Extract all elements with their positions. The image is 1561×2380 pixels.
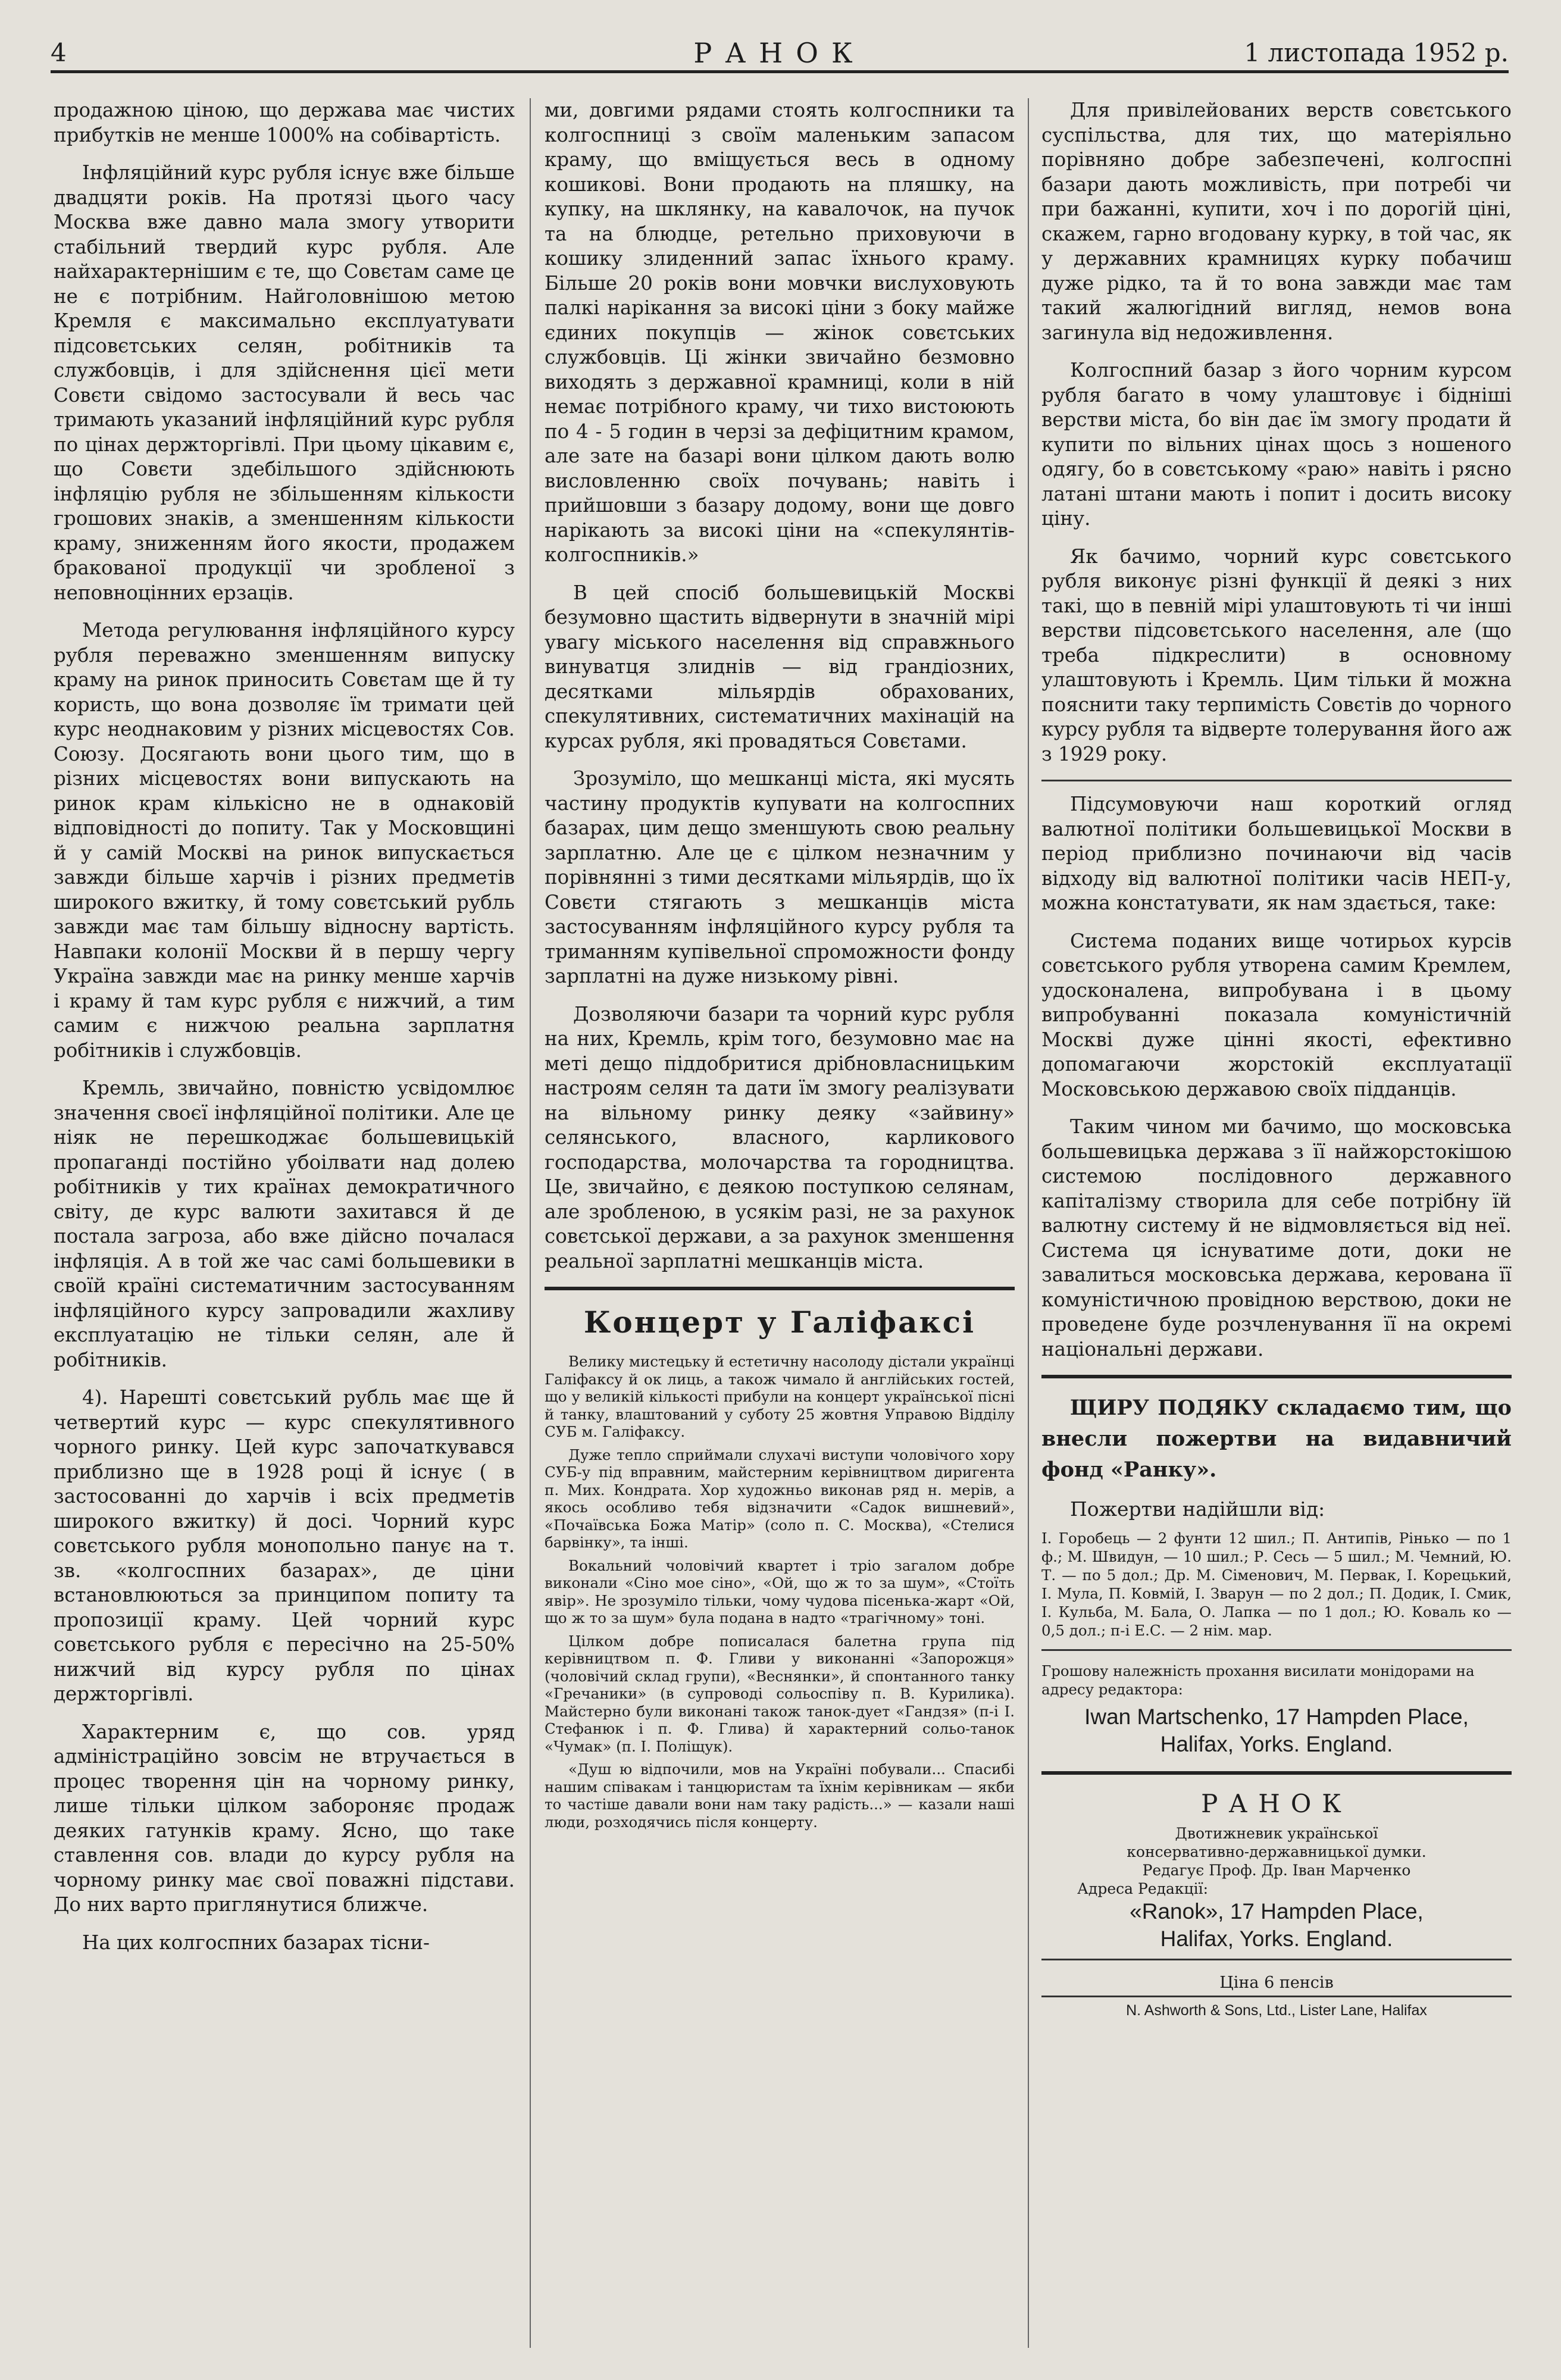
price: Ціна 6 пенсів (1219, 1974, 1334, 1992)
article-paragraph: Характерним є, що сов. уряд адміністраційно зовсім не втручається в процес творення цін на чорному ринку, лише тільки цілком забороняє продаж деяких гатунків краму. Ясно, що таке ставлення сов. влади до курсу рубля на чорному ринку має свої поважні підстави. До них варто приглянутися ближче. (54, 1720, 515, 1916)
article-paragraph: Зрозуміло, що мешканці міста, які мусять частину продуктів купувати на колгоспних базарах, цим дещо зменшують свою реальну зарплатню. Але це є цілком незначним у порівнянні з тими десятками мільярдів, що їх Совєти стягають з мешканців міста застосуванням інфляційного курсу рубля та триманням купівельної спроможности фонду зарплатні на дуже низькому рівні. (545, 767, 1015, 987)
article-paragraph: продажною ціною, що держава має чистих прибутків не менше 1000% на собівартість. (54, 99, 515, 146)
donor-list: І. Горобець — 2 фунти 12 шил.; П. Антипів, Рінько — по 1 ф.; М. Швидун, — 10 шил.; Р. Сесь — 5 шил.; М. Чемний, Ю. Т. — по 5 дол.; Др. М. Сіменович, М. Первак, І. Корецький, І. Мула, П. Ковмій, І. Зварун — по 2 дол.; П. Додик, І. Смик, І. Кульба, М. Бала, О. Лапка — по 1 дол.; Ю. Коваль ко — 0,5 дол.; п-і Е.С. — 2 нім. мар. (1041, 1530, 1512, 1639)
article-paragraph: Дозволяючи базари та чорний курс рубля на них, Кремль, крім того, безумовно має на меті дещо піддобритися дрібновласницьким настроям селян та дати їм змогу реалізувати на вільному ринку деяку «зайвину» селянського, власного, карликового господарства, молочарства та городництва. Це, звичайно, є деякою поступкою селянам, але зробленою, в усякім разі, не за рахунок совєтської держави, а за рахунок зменшення реальної зарплатні мешканців міста. (545, 1002, 1015, 1272)
editorial-address-line: Halifax, Yorks. England. (1160, 1926, 1393, 1951)
section-rule (1041, 1649, 1512, 1651)
section-rule (1041, 1375, 1512, 1378)
article-paragraph: Для привілейованих верств совєтського суспільства, для тих, що матеріяльно порівняно добре забезпечені, колгоспні базари дають можливість, при потребі чи при бажанні, купити, хоч і по дорогій ціні, скажем, гарно вгодовану курку, в той час, як у державних крамницях курку побачиш дуже рідко, та й то вона завжди має там такий жалюгідний вигляд, немов вона загинула від недоживлення. (1041, 99, 1512, 344)
article-paragraph: В цей спосіб большевицькій Москві безумовно щастить відвернути в значній мірі увагу міського населення від справжнього винуватця злиднів — від грандіозних, десятками мільярдів обрахованих, спекулятивних, систематичних махінацій на курсах рубля, які провадяться Совєтами. (545, 581, 1015, 752)
column-1 (54, 98, 515, 2348)
thanks-heading: ЩИРУ ПОДЯКУ складаємо тим, що внесли пожертви на видавничий фонд «Ранку». (1041, 1396, 1512, 1482)
section-rule (545, 1287, 1015, 1290)
column-2 (545, 98, 1015, 2348)
column-3 (1041, 98, 1512, 2348)
imprint-line: Адреса Редакції: (1077, 1880, 1209, 1897)
article-paragraph: Інфляційний курс рубля існує вже більше двадцяти років. На протязі цього часу Москва вже давно мала змогу утворити стабільний твердий курс рубля. Але найхарактернішим є те, що Совєтам саме це не є потрібним. Найголовнішою метою Кремля є максимально експлуатувати підсовєтських селян, робітників та службовців, і для здійснення цієї мети Совєти свідомо застосували й весь час тримають указаний інфляційний курс рубля по цінах держторгівлі. При цьому цікавим є, що Совєти здебільшого здійснюють інфляцію рубля не збільшенням кількости грошових знаків, а зменшенням кількости краму, зниженням його якости, продажем бракованої продукції чи зробленої з неповноцінних ерзаців. (54, 161, 515, 604)
donations-label: Пожертви надійшли від: (1070, 1497, 1325, 1521)
section-rule (1041, 1771, 1512, 1775)
summary-paragraph: Таким чином ми бачимо, що московська большевицька держава з її найжорстокішою системою послідовного державного капіталізму створила для себе потрібну їй валютну систему й не відмовляється від неї. Система ця існуватиме доти, доки не завалиться московська держава, керована її комуністичною провідною верствою, доки не проведене буде розчленування її на окремі національні держави. (1041, 1115, 1512, 1361)
article-paragraph: Кремль, звичайно, повністю усвідомлює значення своєї інфляційної політики. Але це ніяк не перешкоджає большевицькій пропаганді постійно убоілвати над долею робітників у тих країнах демократичного світу, де курс валюти захитався й де постала загроза, або вже дійсно почалася інфляція. А в той же час самі большевики в своїй країні систематичним застосуванням інфляційного курсу запровадили жахливу експлуатацію не тільки селян, але й робітників. (54, 1077, 515, 1371)
section-rule (1041, 780, 1512, 781)
concert-paragraph: Велику мистецьку й естетичну насолоду дістали українці Галіфаксу й ок лиць, а також чимало й англійських гостей, що у великій кількості прибули на концерт української пісні й танку, влаштований у суботу 25 жовтня Управою Відділу СУБ м. Галіфаксу. (545, 1353, 1015, 1440)
article-paragraph: На цих колгоспних базарах тісни- (82, 1931, 430, 1954)
section-rule (1041, 1996, 1512, 1997)
section-rule (1041, 1959, 1512, 1960)
concert-paragraph: Вокальний чоловічий квартет і тріо загалом добре виконали «Сіно мое сіно», «Ой, що ж то за шум», «Стоїть явір». Не зрозуміло тільки, чому чудова пісенька-жарт «Ой, що ж то за шум» була подана в надто «трагічному» тоні. (545, 1556, 1015, 1627)
imprint-line: Двотижневик української (1175, 1825, 1378, 1842)
editor-address-line: Iwan Martschenko, 17 Hampden Place, (1084, 1705, 1469, 1729)
column-divider (1028, 98, 1029, 2348)
concert-article (545, 1353, 1015, 1831)
issue-date: 1 листопада 1952 р. (1244, 38, 1509, 67)
summary-paragraph: Система поданих вище чотирьох курсів совєтського рубля утворена самим Кремлем, удосконалена, випробувана і в цьому випробуванні показала комуністичній Москві дуже цінні якості, ефективно допомагаючи жорстокій експлуатації Московською державою своїх підданців. (1041, 929, 1512, 1100)
article-paragraph: 4). Нарешті совєтський рубль має ще й четвертий курс — курс спекулятивного чорного ринку. Цей курс започаткувався приблизно ще в 1928 році й існує ( в застосованні до харчів і всіх предметів широкого вжитку) й досі. Чорний курс совєтського рубля монопольно панує на т. зв. «колгоспних базарах», де ціни встановлюються за принципом попиту та пропозиції краму. Цей чорний курс совєтського рубля є пересічно на 25-50% нижчий від курсу рубля по цінах держторгівлі. (54, 1386, 515, 1705)
article-paragraph: ми, довгими рядами стоять колгоспники та колгоспниці з своїм маленьким запасом краму, що вміщується весь в одному кошикові. Вони продають на пляшку, на купку, на шклянку, на кавалочок, на пучок та на блюдце, ретельно приховуючи в кошику злиденний запас їхнього краму. Більше 20 років вони мовчки вислуховують палкі нарікання за високі ціни з боку майже єдиних покупців — жінок совєтських службовців. Ці жінки звичайно безмовно виходять з державної крамниці, коли в ній немає потрібного краму, чи тихо вистоюють по 4 - 5 годин в черзі за дефіцитним крамом, але зате на базарі вони цілком дають волю висловленню своїх почувань; навіть і прийшовши з базару додому, вони ще довго нарікають за високі ціни на «спекулянтів-колгоспників.» (545, 99, 1015, 566)
summary-paragraph: Підсумовуючи наш короткий огляд валютної політики большевицької Москви в період приблизно починаючи від часів відходу від валютної політики часів НЕП-у, можна констатувати, як нам здається, таке: (1041, 793, 1512, 914)
editorial-address-line: «Ranok», 17 Hampden Place, (1130, 1899, 1424, 1924)
article-paragraph: Колгоспний базар з його чорним курсом рубля багато в чому улаштовує і біднішi верстви міста, бо він дає їм змогу продати й купити по вільних цінах щось з ношеного одягу, бо в совєтському «раю» навіть і рясно латані штани мають і попит і досить високу ціну. (1041, 359, 1512, 530)
concert-paragraph: Дуже тепло сприймали слухачі виступи чоловічого хору СУБ-у під вправним, майстерним керівництвом диригента п. Мих. Кондрата. Хор художньо виконав ряд н. мерів, а якось особливо тебя відзначити «Садок вишневий», «Почаївська Божа Матір» (соло п. С. Москва), «Стелися барвінку», та інші. (545, 1446, 1015, 1551)
newspaper-title: РАНОК (693, 37, 866, 69)
concert-paragraph: Цілком добре пописалася балетна група під керівництвом п. Ф. Гливи у виконанні «Запорожця» (чоловічий склад групи), «Веснянки», й спонтанного танку «Гречаники» (в супроводі сольоспіву п. В. Курилика). Майстерно були виконані також танок-дует «Гандзя» (п-і І. Стефанюк і п. Ф. Глива) й характерний сольо-танок «Чумак» (п. І. Поліщук). (545, 1632, 1015, 1755)
page-number: 4 (51, 38, 67, 67)
imprint-line: консервативно-державницької думки. (1127, 1843, 1427, 1860)
printer-line: N. Ashworth & Sons, Ltd., Lister Lane, Halifax (1126, 2002, 1427, 2019)
concert-heading: Концерт у Галіфаксі (583, 1305, 976, 1340)
article-paragraph: Метода регулювання інфляційного курсу рубля переважно зменшенням випуску краму на ринок приносить Совєтам ще й ту користь, що вона дозволяє їм тримати цей курс неоднаковим у різних місцевостях Сов. Союзу. Досягають вони цього тим, що в різних місцевостях вони випускають на ринок крам кількісно не в однаковій відповідності до попиту. Так у Московщині й у самій Москві на ринок випускається завжди більше харчів і різних предметів широкого вжитку, й тому совєтський рубль завжди має там більшу відносну вартість. Навпаки колонії Москви й в першу чергу Україна завжди має на ринку менше харчів і краму й там курс рубля є нижчий, а тим самим є нижчою реальна зарплатня робітників і службовців. (54, 619, 515, 1062)
column-divider (530, 98, 531, 2348)
masthead (51, 35, 1509, 73)
editor-address-line: Halifax, Yorks. England. (1160, 1732, 1393, 1756)
article-paragraph: Як бачимо, чорний курс совєтського рубля виконує різні функції й деякі з них такі, що в певній мірі улаштовують ті чи інші верстви підсовєтського населення, але (що треба підкреслити) в основному улаштовують і Кремль. Цим тільки й можна пояснити таку терпимість Совєтів до чорного курсу рубля та відверте толерування його аж з 1929 року. (1041, 545, 1512, 765)
remittance-note: Грошову належність прохання висилати монідорами на адресу редактора: (1041, 1662, 1475, 1698)
imprint-line: Редагує Проф. Др. Іван Марченко (1142, 1862, 1411, 1879)
concert-paragraph: «Душ ю відпочили, мов на Україні побували... Спасибі нашим співакам і танцюристам та їхнім керівникам — якби то частіше давали вони нам таку радість...» — казали наші люди, розходячись після концерту. (545, 1760, 1015, 1831)
imprint-title: РАНОК (1201, 1789, 1352, 1818)
